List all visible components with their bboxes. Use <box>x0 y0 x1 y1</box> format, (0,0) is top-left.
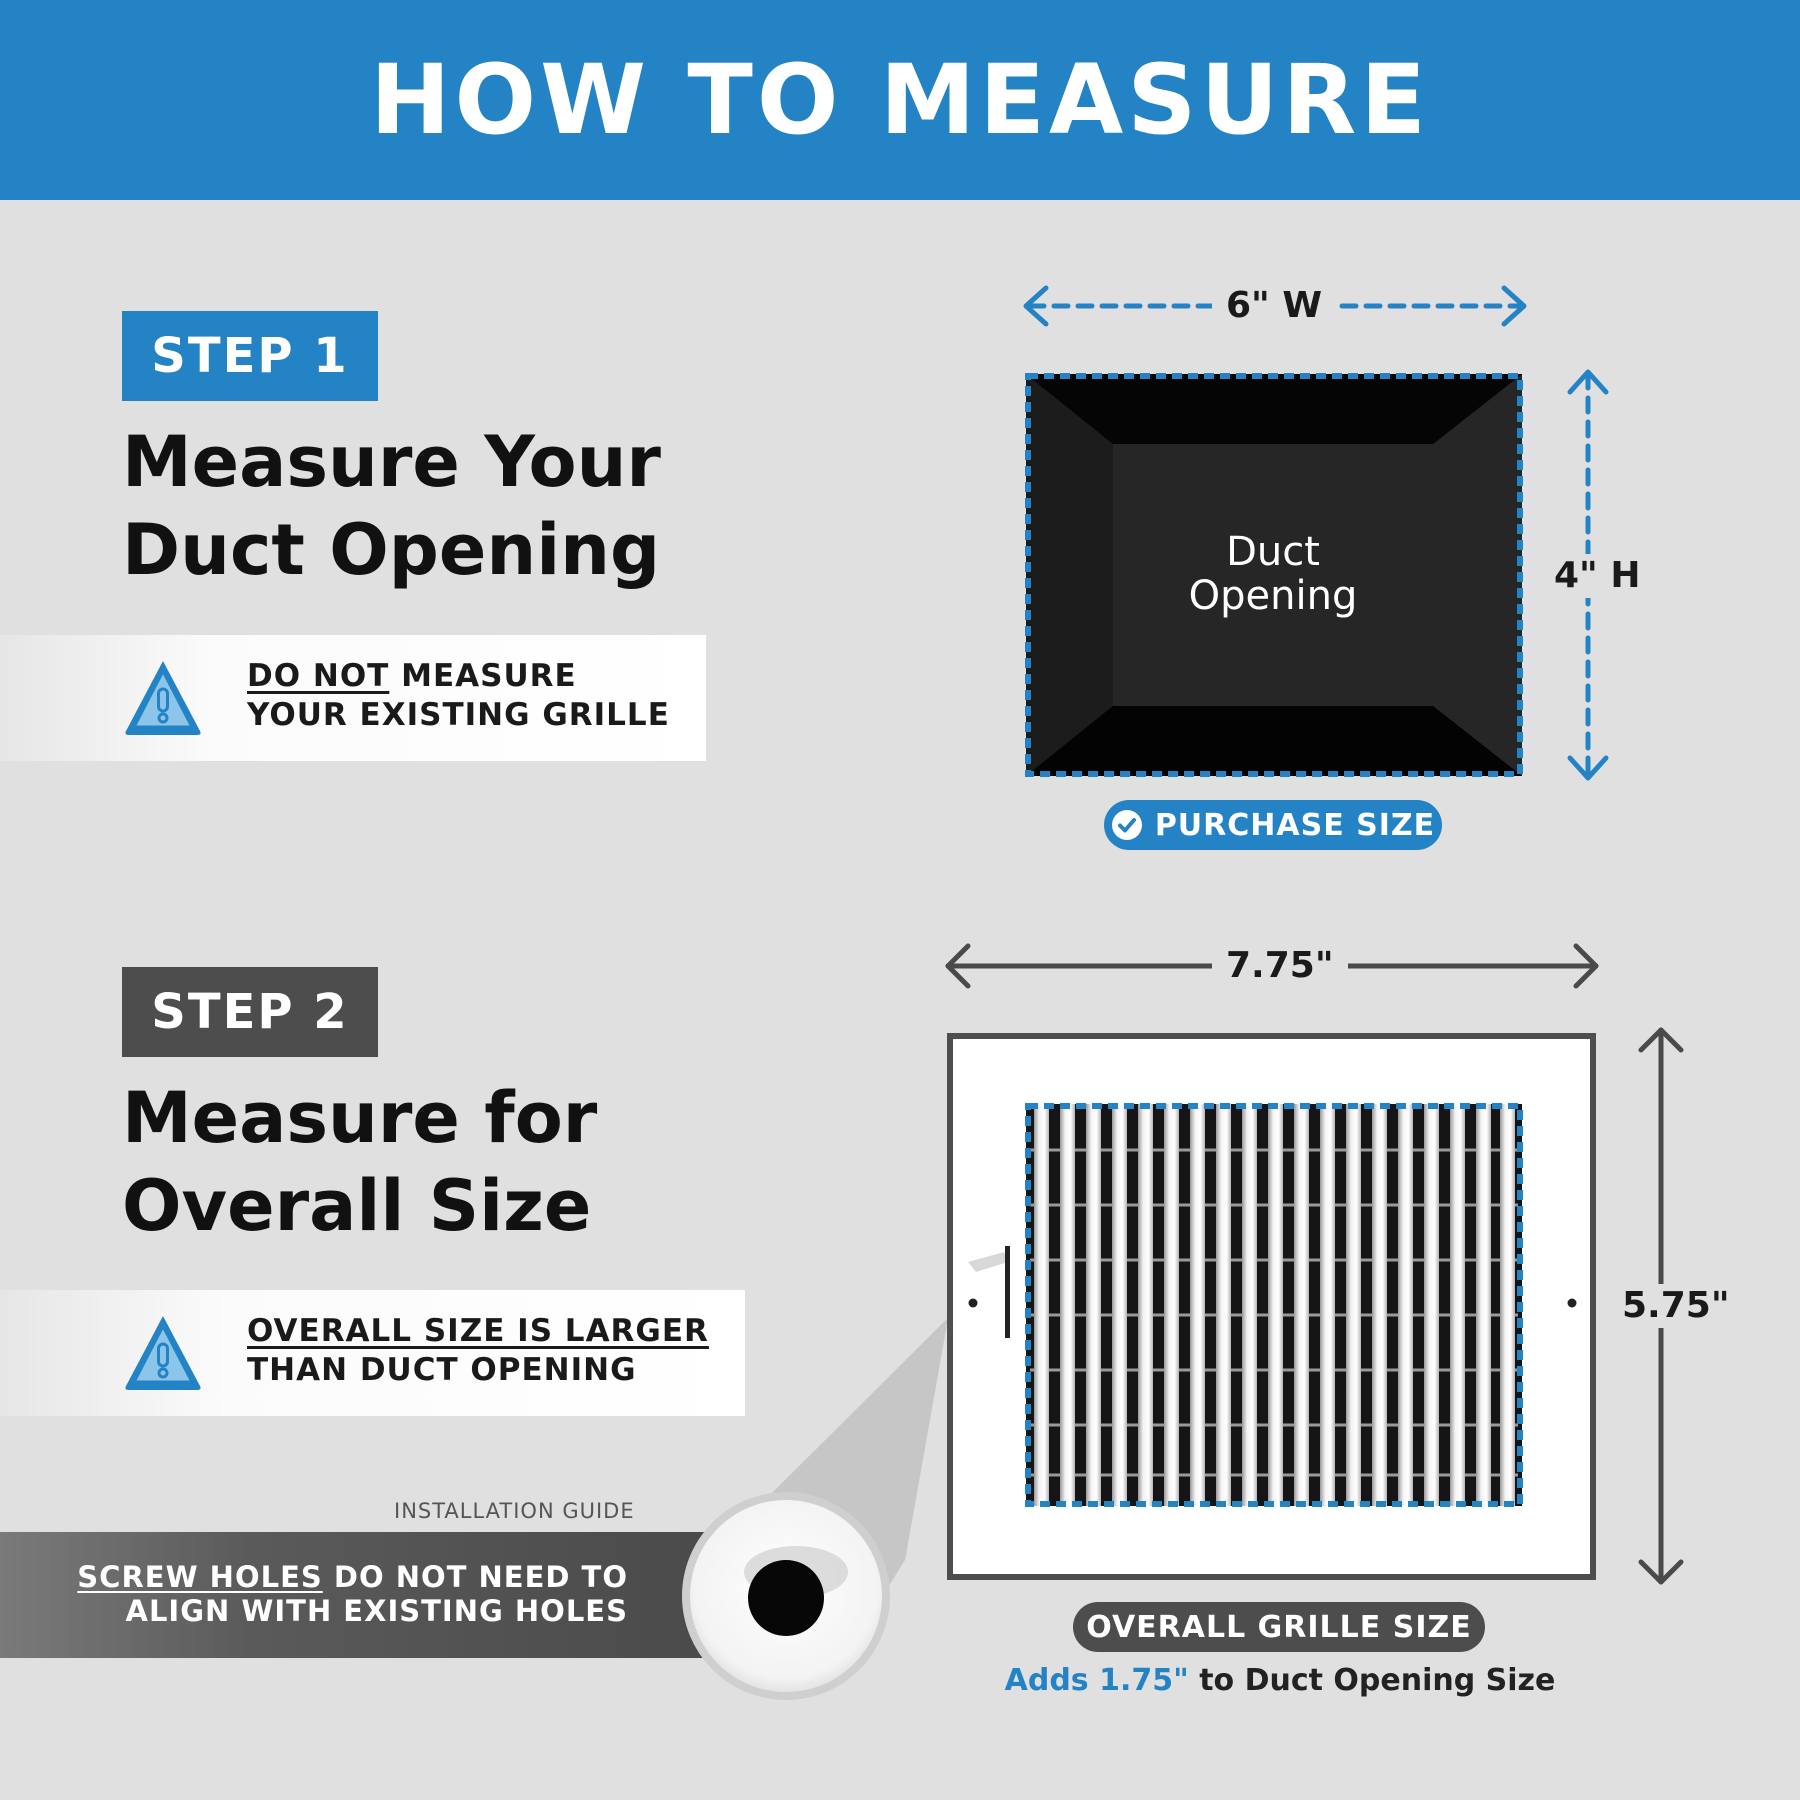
screw-hole-right <box>1568 1299 1577 1308</box>
page-title: HOW TO MEASURE <box>370 44 1430 156</box>
step1-title-line2: Duct Opening <box>122 509 661 591</box>
screw-holes-line1: DO NOT NEED TO <box>322 1560 628 1594</box>
step1-title-line1: Measure Your <box>122 421 661 503</box>
step2-height-label: 5.75" <box>1608 1284 1744 1328</box>
duct-label-line2: Opening <box>1188 573 1358 619</box>
step1-badge: STEP 1 <box>122 311 378 401</box>
step2-width-label: 7.75" <box>1212 944 1348 988</box>
duct-label-line1: Duct <box>1226 529 1320 575</box>
step1-note-emphasis: DO NOT <box>247 658 390 694</box>
step2-title-line1: Measure for <box>122 1077 598 1159</box>
screw-holes-line2: ALIGN WITH EXISTING HOLES <box>125 1594 628 1628</box>
purchase-size-label: PURCHASE SIZE <box>1154 807 1436 843</box>
adds-size-highlight: Adds 1.75" <box>1004 1663 1189 1698</box>
step1-note-line1: MEASURE <box>389 658 577 694</box>
step1-height-label: 4" H <box>1540 554 1654 598</box>
installation-guide-label: INSTALLATION GUIDE <box>394 1499 635 1523</box>
adds-size-note <box>980 1663 1580 1698</box>
step2-note-line2: THAN DUCT OPENING <box>247 1352 637 1388</box>
screw-hole-left <box>969 1299 978 1308</box>
grille-frame <box>950 1036 1593 1577</box>
step2-note-line1: OVERALL SIZE IS LARGER <box>247 1313 709 1349</box>
step2-title-line2: Overall Size <box>122 1165 592 1247</box>
screw-holes-emphasis: SCREW HOLES <box>77 1560 323 1594</box>
overall-grille-size-pill <box>1073 1602 1485 1652</box>
step2-badge: STEP 2 <box>122 967 378 1057</box>
screw-hole-zoom <box>682 1492 890 1700</box>
adds-size-rest: to Duct Opening Size <box>1188 1663 1556 1698</box>
step1-width-label: 6" W <box>1212 284 1336 328</box>
overall-grille-size-label: OVERALL GRILLE SIZE <box>1086 1609 1472 1645</box>
step1-note-line2: YOUR EXISTING GRILLE <box>247 697 670 733</box>
